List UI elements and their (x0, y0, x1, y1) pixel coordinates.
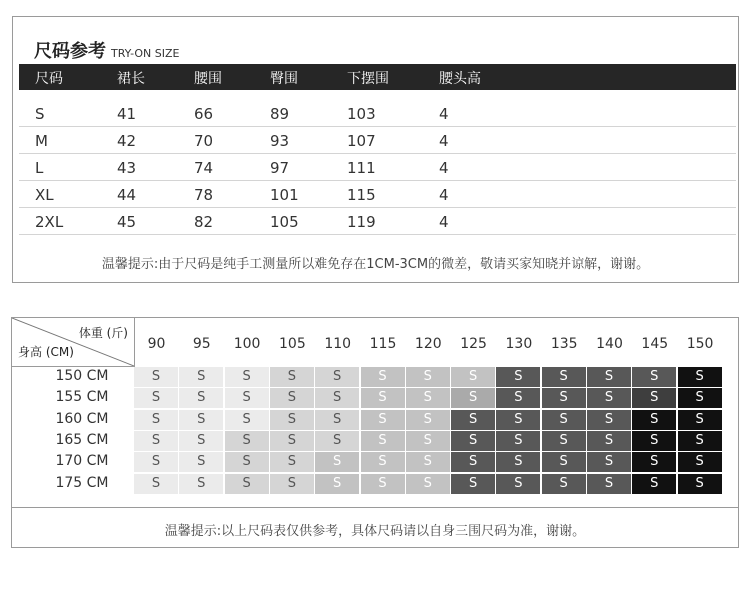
table-cell: 4 (439, 186, 449, 204)
table-row (19, 100, 736, 127)
table-cell: 42 (117, 132, 137, 150)
fit-cell: S (134, 474, 178, 494)
fit-cell: S (632, 367, 676, 387)
fit-cell: S (542, 452, 586, 472)
header-size: 尺码 (35, 71, 63, 87)
fit-cell: S (678, 474, 722, 494)
table-row (19, 181, 736, 208)
fit-cell: S (315, 367, 359, 387)
fit-cell: S (496, 431, 540, 451)
fit-cell: S (361, 452, 405, 472)
fit-cell: S (496, 452, 540, 472)
weight-header-cell: 125 (460, 336, 487, 352)
fit-cell: S (542, 367, 586, 387)
fit-cell: S (406, 367, 450, 387)
table-cell: 70 (194, 132, 214, 150)
fit-cell: S (542, 388, 586, 408)
table-cell: 2XL (35, 213, 64, 231)
height-label: 170 CM (55, 453, 109, 470)
header-hip: 臀围 (270, 71, 298, 87)
size-reference-panel (12, 16, 739, 283)
fit-cell: S (587, 388, 631, 408)
fit-cell: S (632, 431, 676, 451)
height-label: 150 CM (55, 368, 109, 384)
table-cell: 89 (270, 105, 290, 123)
fit-cell: S (179, 452, 223, 472)
fit-cell: S (315, 431, 359, 451)
table-cell: 97 (270, 159, 290, 177)
fit-cell: S (361, 474, 405, 494)
fit-cell: S (587, 410, 631, 430)
weight-header-cell: 145 (641, 336, 669, 352)
fit-cell: S (225, 452, 269, 472)
fit-cell: S (179, 431, 223, 451)
fit-cell: S (678, 452, 722, 472)
fit-cell: S (678, 388, 722, 408)
fit-cell: S (542, 474, 586, 494)
fit-cell: S (225, 388, 269, 408)
table-cell: 41 (117, 105, 137, 123)
fit-cell: S (587, 431, 631, 451)
weight-header-cell: 130 (505, 336, 533, 352)
header-waist: 腰围 (194, 71, 222, 87)
table-cell: 115 (347, 186, 376, 204)
table-cell: 45 (117, 213, 137, 231)
fit-cell: S (406, 431, 450, 451)
table-cell: 93 (270, 132, 290, 150)
weight-header-cell: 120 (414, 336, 442, 352)
table-cell: M (35, 132, 48, 150)
table-cell: 4 (439, 213, 449, 231)
table-cell: 82 (194, 213, 214, 231)
fit-cell: S (632, 410, 676, 430)
weight-header-cell: 110 (324, 336, 352, 352)
fit-cell: S (406, 410, 450, 430)
fit-cell: S (451, 388, 495, 408)
size-table-header (19, 64, 736, 90)
fit-cell: S (270, 431, 314, 451)
fit-cell: S (179, 388, 223, 408)
fit-cell: S (587, 367, 631, 387)
fit-cell: S (406, 452, 450, 472)
header-hem: 下摆围 (347, 71, 389, 87)
table-cell: 4 (439, 105, 449, 123)
fit-chart-panel (11, 317, 739, 548)
fit-cell: S (225, 410, 269, 430)
weight-header-cell: 150 (686, 336, 714, 352)
fit-cell: S (451, 410, 495, 430)
table-cell: 43 (117, 159, 137, 177)
fit-cell: S (542, 431, 586, 451)
table-cell: 4 (439, 159, 449, 177)
table-cell: S (35, 105, 45, 123)
table-cell: 78 (194, 186, 214, 204)
fit-cell: S (361, 431, 405, 451)
height-label: 175 CM (55, 474, 109, 491)
table-row (19, 154, 736, 181)
table-cell: 74 (194, 159, 214, 177)
fit-cell: S (361, 410, 405, 430)
fit-cell: S (361, 388, 405, 408)
fit-cell: S (632, 452, 676, 472)
fit-cell: S (587, 474, 631, 494)
table-cell: 66 (194, 105, 214, 123)
table-cell: XL (35, 186, 54, 204)
weight-header-cell: 140 (596, 336, 623, 352)
fit-cell: S (315, 388, 359, 408)
fit-cell: S (451, 474, 495, 494)
table-row (19, 208, 736, 235)
fit-cell: S (225, 367, 269, 387)
fit-cell: S (270, 474, 314, 494)
fit-cell: S (678, 367, 722, 387)
fit-note: 温馨提示:以上尺码表仅供参考，具体尺码请以自身三围尺码为准，谢谢。 (164, 524, 586, 539)
header-skirt-length: 裙长 (117, 71, 145, 87)
table-cell: 107 (347, 132, 376, 150)
fit-cell: S (406, 388, 450, 408)
fit-cell: S (451, 431, 495, 451)
fit-cell: S (270, 452, 314, 472)
weight-header-cell: 100 (233, 336, 261, 352)
fit-cell: S (496, 474, 540, 494)
fit-cell: S (451, 367, 495, 387)
table-cell: 4 (439, 132, 449, 150)
table-cell: 105 (270, 213, 299, 231)
fit-cell: S (134, 410, 178, 430)
fit-cell: S (678, 431, 722, 451)
fit-cell: S (496, 410, 540, 430)
fit-cell: S (315, 452, 359, 472)
fit-cell: S (406, 474, 450, 494)
weight-header-cell: 90 (147, 336, 166, 352)
divider (12, 507, 738, 508)
size-title-en: TRY-ON SIZE (111, 47, 180, 60)
fit-cell: S (632, 474, 676, 494)
table-row (19, 127, 736, 154)
fit-cell: S (496, 388, 540, 408)
header-waistband-height: 腰头高 (439, 71, 481, 87)
fit-cell: S (496, 367, 540, 387)
fit-cell: S (270, 367, 314, 387)
height-axis-label: 身高 (CM) (18, 345, 74, 359)
fit-cell: S (587, 452, 631, 472)
table-cell: 101 (270, 186, 299, 204)
table-cell: 119 (347, 213, 376, 231)
fit-cell: S (134, 431, 178, 451)
fit-cell: S (134, 452, 178, 472)
table-cell: 44 (117, 186, 137, 204)
fit-cell: S (225, 474, 269, 494)
fit-cell: S (179, 410, 223, 430)
chart-corner (12, 318, 135, 367)
fit-cell: S (542, 410, 586, 430)
table-cell: L (35, 159, 44, 177)
size-note: 温馨提示:由于尺码是纯手工测量所以难免存在1CM-3CM的微差，敬请买家知晓并谅解，谢谢。 (101, 257, 650, 272)
weight-header-cell: 135 (550, 336, 578, 352)
weight-header-cell: 95 (192, 336, 211, 352)
size-title (34, 37, 179, 63)
table-cell: 103 (347, 105, 376, 123)
fit-cell: S (179, 367, 223, 387)
size-title-cn: 尺码参考 (34, 41, 106, 62)
fit-cell: S (678, 410, 722, 430)
fit-cell: S (225, 431, 269, 451)
fit-cell: S (315, 410, 359, 430)
fit-cell: S (134, 367, 178, 387)
fit-cell: S (632, 388, 676, 408)
fit-cell: S (315, 474, 359, 494)
height-label: 160 CM (55, 410, 109, 427)
weight-header-cell: 105 (279, 336, 306, 352)
height-label: 155 CM (55, 389, 109, 406)
fit-cell: S (179, 474, 223, 494)
weight-header-cell: 115 (369, 336, 397, 352)
fit-cell: S (451, 452, 495, 472)
fit-cell: S (270, 410, 314, 430)
table-cell: 111 (347, 159, 376, 177)
fit-cell: S (270, 388, 314, 408)
fit-cell: S (361, 367, 405, 387)
fit-cell: S (134, 388, 178, 408)
height-label: 165 CM (55, 431, 109, 448)
weight-axis-label: 体重 (斤) (78, 326, 128, 340)
